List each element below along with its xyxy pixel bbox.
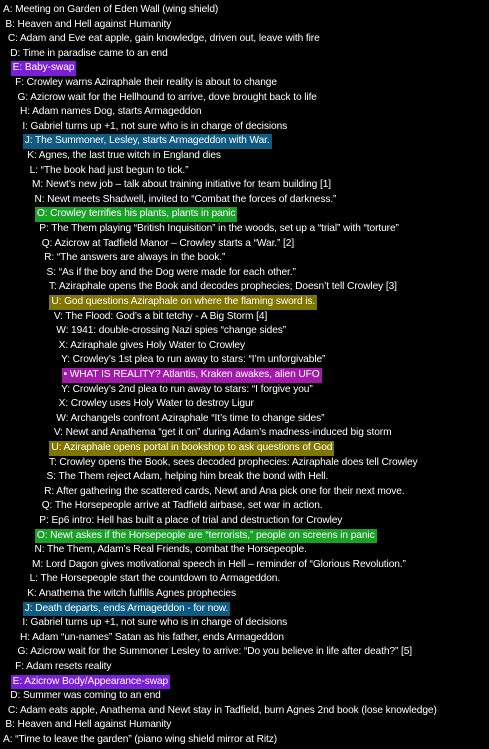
outline-line xyxy=(25,587,238,602)
outline-line xyxy=(16,91,319,106)
outline-line xyxy=(52,426,394,441)
outline-line xyxy=(8,47,169,62)
outline-line-text: K: Agnes, the last true witch in England dies xyxy=(27,150,221,161)
outline-line-text: G: Azicrow wait for the Summoner Lesley to arrive: “Do you believe in life after death?” [5] xyxy=(17,646,413,658)
outline-line xyxy=(6,32,322,47)
outline-line xyxy=(25,149,223,164)
outline-line xyxy=(18,105,204,120)
outline-line xyxy=(32,193,338,208)
outline-line xyxy=(47,456,420,471)
outline-line xyxy=(23,134,272,149)
outline-line-text: H: Adam “un-names” Satan as his father, ends Armageddon xyxy=(19,631,284,643)
outline-line xyxy=(52,310,269,325)
outline-line xyxy=(35,529,377,544)
outline-line-text: N: The Them, Adam’s Real Friends, combat the Horsepeople. xyxy=(34,544,307,556)
outline-line xyxy=(42,485,406,500)
outline-line-text: J: The Summoner, Lesley, starts Armageddon with War. xyxy=(23,134,272,149)
outline-line xyxy=(23,602,230,617)
outline-line-text: W: 1941: double-crossing Nazi spies “change sides” xyxy=(56,325,287,337)
outline-line-text: A: Meeting on Garden of Eden Wall (wing shield) xyxy=(3,4,219,15)
outline-line-text: P: The Them playing “British Inquisition” in the woods, set up a “trial” with “torture” xyxy=(39,223,399,234)
outline-line xyxy=(1,733,279,748)
outline-line-text: T: Crowley opens the Book, sees decoded prophecies: Aziraphale does tell Crowley xyxy=(48,456,418,468)
outline-line-text: • WHAT IS REALITY? Atlantis, Kraken awakes, alien UFO xyxy=(62,368,322,383)
outline-line-text: I: Gabriel turns up +1, not sure who is in charge of decisions xyxy=(22,120,288,132)
outline-line xyxy=(37,222,401,237)
outline-line-text: M: Newt’s new job – talk about training initiative for team building [1] xyxy=(32,179,331,191)
outline-line xyxy=(37,514,344,529)
outline-line-text: X: Crowley uses Holy Water to destroy Ligur xyxy=(58,398,254,410)
outline-line xyxy=(59,383,315,398)
outline-line xyxy=(45,470,331,485)
outline-line-text: H: Adam names Dog, starts Armageddon xyxy=(19,106,202,118)
outline-line xyxy=(13,660,113,675)
outline-line-text: P: Ep6 intro: Hell has built a place of trial and destruction for Crowley xyxy=(39,515,343,526)
outline-line-text: Y: Crowley’s 1st plea to run away to stars: “I’m unforgivable” xyxy=(61,354,326,366)
outline-line xyxy=(3,18,173,33)
outline-line-text: Q: The Horsepeople arrive at Tadfield airbase, set war in action. xyxy=(41,500,323,512)
outline-line xyxy=(16,645,415,660)
outline-line-text: V: The Flood: God’s a bit tetchy - A Big Storm [4] xyxy=(53,310,268,322)
outline-line-text: M: Lord Dagon gives motivational speech in Hell – reminder of “Glorious Revolution.” xyxy=(32,558,406,570)
outline-document xyxy=(0,3,489,747)
outline-line-text: U: Aziraphale opens portal in bookshop to ask questions of God xyxy=(49,441,334,456)
outline-line xyxy=(28,164,191,179)
outline-line-text: A: “Time to leave the garden” (piano wing shield mirror at Ritz) xyxy=(3,734,278,745)
outline-line xyxy=(20,616,289,631)
outline-line xyxy=(30,558,408,573)
outline-line-text: T: Aziraphale opens the Book and decodes prophecies; Doesn’t tell Crowley [3] xyxy=(48,281,397,293)
outline-line-text: L: The Horsepeople start the countdown to Armageddon. xyxy=(29,573,281,585)
outline-line xyxy=(18,631,286,646)
outline-line xyxy=(54,412,326,427)
outline-line-text: B: Heaven and Hell against Humanity xyxy=(5,719,172,731)
outline-line xyxy=(6,704,439,719)
outline-line-text: U: God questions Aziraphale on where the flaming sword is. xyxy=(49,295,317,310)
outline-line xyxy=(32,543,308,558)
outline-line-text: E: Baby-swap xyxy=(11,61,77,76)
outline-line-text: B: Heaven and Hell against Humanity xyxy=(5,18,172,30)
outline-line-text: S: The Them reject Adam, helping him break the bond with Hell. xyxy=(46,471,329,483)
outline-line xyxy=(1,3,220,18)
outline-line xyxy=(3,718,173,733)
outline-line-text: I: Gabriel turns up +1, not sure who is in charge of decisions xyxy=(22,617,288,629)
outline-line-text: Y: Crowley’s 2nd plea to run away to stars: “I forgive you” xyxy=(61,383,313,395)
outline-line xyxy=(40,237,296,252)
outline-line xyxy=(13,76,279,91)
outline-line xyxy=(11,675,170,690)
outline-line xyxy=(47,280,399,295)
outline-line xyxy=(28,572,283,587)
outline-line-text: L: “The book had just begun to tick.” xyxy=(29,164,189,176)
outline-line xyxy=(45,266,298,281)
outline-line xyxy=(11,61,77,76)
outline-line-text: O: Newt askes if the Horsepeople are “terrorists,” people on screens in panic xyxy=(35,529,377,544)
outline-line-text: C: Adam and Eve eat apple, gain knowledge, driven out, leave with fire xyxy=(7,33,320,45)
outline-line xyxy=(62,368,322,383)
outline-line xyxy=(40,499,325,514)
outline-line-text: G: Azicrow wait for the Hellhound to arrive, dove brought back to life xyxy=(17,91,317,103)
outline-line-text: O: Crowley terrifies his plants, plants in panic xyxy=(35,207,237,222)
outline-line-text: K: Anathema the witch fulfills Agnes prophecies xyxy=(27,588,236,599)
outline-line xyxy=(57,397,256,412)
outline-line-text: N: Newt meets Shadwell, invited to “Combat the forces of darkness.” xyxy=(34,193,337,205)
outline-line-text: F: Crowley warns Aziraphale their reality is about to change xyxy=(15,77,277,88)
outline-line-text: Q: Azicrow at Tadfield Manor – Crowley starts a “War.” [2] xyxy=(41,237,295,249)
outline-line-text: R: After gathering the scattered cards, Newt and Ana pick one for their next move. xyxy=(44,485,405,497)
outline-line xyxy=(59,353,327,368)
outline-line-text: F: Adam resets reality xyxy=(15,661,112,672)
outline-line xyxy=(20,120,289,135)
outline-line xyxy=(42,251,227,266)
outline-line-text: J: Death departs, ends Armageddon - for now. xyxy=(23,602,230,617)
outline-line-text: D: Time in paradise came to an end xyxy=(10,47,168,59)
outline-line-text: D: Summer was coming to an end xyxy=(10,690,161,702)
outline-line xyxy=(49,295,317,310)
outline-line-text: C: Adam eats apple, Anathema and Newt stay in Tadfield, burn Agnes 2nd book (lose knowledge) xyxy=(7,704,437,716)
outline-line-text: E: Azicrow Body/Appearance-swap xyxy=(11,675,170,690)
outline-line xyxy=(57,339,247,354)
outline-line-text: X: Aziraphale gives Holy Water to Crowley xyxy=(58,339,245,351)
outline-line-text: S: “As if the boy and the Dog were made for each other.” xyxy=(46,266,296,278)
outline-line xyxy=(35,207,237,222)
outline-line xyxy=(30,178,333,193)
outline-line-text: R: “The answers are always in the book.” xyxy=(44,252,226,264)
outline-line xyxy=(54,324,288,339)
outline-line-text: V: Newt and Anathema “get it on” during Adam’s madness-induced big storm xyxy=(53,427,392,439)
outline-line xyxy=(49,441,334,456)
outline-line-text: W: Archangels confront Aziraphale “It’s time to change sides” xyxy=(56,412,325,424)
outline-line xyxy=(8,689,162,704)
